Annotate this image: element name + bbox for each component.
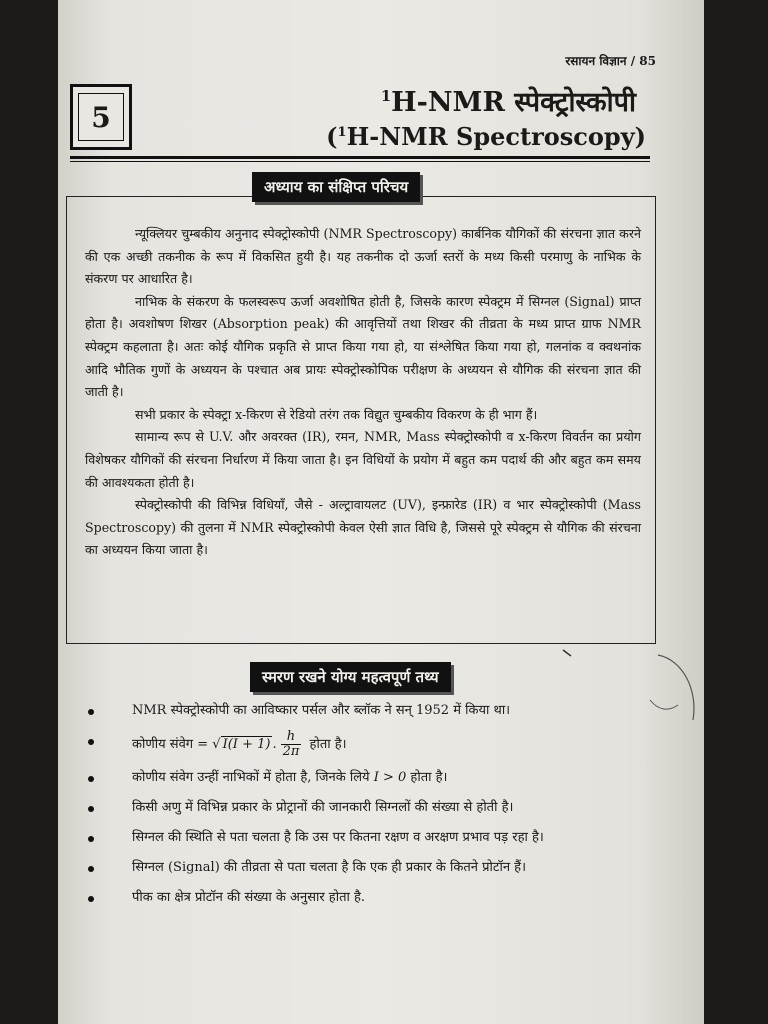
fact-text: कोणीय संवेग = xyxy=(132,737,209,752)
summary-paragraph: स्पेक्ट्रोस्कोपी की विभिन्न विधियाँ, जैसे - अल्ट्रावायलट (UV), इन्फ्रारेड (IR) व भार स्पेक्ट्रोस्कोपी (Mass Spectroscopy) की तुलना में NMR स्पेक्ट्रोस्कोपी केवल ऐसी ज्ञात विधि है, जिससे पूरे स्पेक्ट्रम से यौगिक की संरचना का अध्ययन किया जाता है। xyxy=(85,497,641,558)
list-item xyxy=(76,767,666,789)
bullet-icon xyxy=(88,866,94,872)
running-header: रसायन विज्ञान / 85 xyxy=(565,54,656,68)
title-hindi-text: H-NMR स्पेक्ट्रोस्कोपी xyxy=(391,87,636,118)
bullet-icon xyxy=(88,836,94,842)
book-page xyxy=(58,0,704,1024)
summary-paragraph: सभी प्रकार के स्पेक्ट्रा x-किरण से रेडियो तरंग तक विद्युत चुम्बकीय विकरण के ही भाग हैं। xyxy=(135,406,538,422)
summary-heading: अध्याय का संक्षिप्त परिचय xyxy=(252,172,420,202)
chapter-title-english xyxy=(326,122,646,151)
list-item xyxy=(76,827,666,849)
title-english-text: H-NMR Spectroscopy) xyxy=(346,122,646,151)
pen-stroke-icon xyxy=(563,650,571,656)
fact-text: सिग्नल (Signal) की तीव्रता से पता चलता है कि एक ही प्रकार के कितने प्रोटॉन हैं। xyxy=(132,860,527,875)
list-item xyxy=(76,887,666,909)
inline-math: I > 0 xyxy=(373,770,407,785)
summary-paragraph: सामान्य रूप से U.V. और अवरक्त (IR), रमन, NMR, Mass स्पेक्ट्रोस्कोपी व x-किरण विवर्तन का प्रयोग विशेषकर यौगिकों की संरचना निर्धारण में किया जाता है। इन विधियों के प्रयोग में बहुत कम पदार्थ की और बहुत कम समय की आवश्यकता होती है। xyxy=(85,429,641,490)
summary-paragraph: न्यूक्लियर चुम्बकीय अनुनाद स्पेक्ट्रोस्कोपी (NMR Spectroscopy) कार्बनिक यौगिकों की संरचना ज्ञात करने की एक अच्छी तकनीक के रूप में विकसित हुयी है। यह तकनीक दो ऊर्जा स्तरों के मध्य किसी परमाणु के नाभिक के संकरण पर आधारित है। xyxy=(85,226,641,287)
chapter-title-hindi xyxy=(381,82,636,119)
fact-text: किसी अणु में विभिन्न प्रकार के प्रोट्रानों की जानकारी सिग्नलों की संख्या से होती है। xyxy=(132,800,514,815)
fraction xyxy=(281,730,302,759)
title-english-superscript: 1 xyxy=(337,125,347,140)
title-rule-thick xyxy=(70,156,650,159)
bullet-icon xyxy=(88,709,94,715)
fraction-denominator: 2π xyxy=(282,744,300,759)
chapter-number-box xyxy=(70,84,132,150)
fact-text: पीक का क्षेत्र प्रोटॉन की संख्या के अनुसार होता है. xyxy=(132,890,366,905)
list-item xyxy=(76,857,666,879)
bullet-icon xyxy=(88,776,94,782)
multiply-dot: . xyxy=(272,737,277,752)
title-superscript: 1 xyxy=(380,87,392,105)
bullet-icon xyxy=(88,739,94,745)
title-rule-thin xyxy=(70,161,650,162)
chapter-number: 5 xyxy=(78,93,124,141)
summary-paragraph: नाभिक के संकरण के फलस्वरूप ऊर्जा अवशोषित होती है, जिसके कारण स्पेक्ट्रम में सिग्नल (Signal) प्राप्त होता है। अवशोषण शिखर (Absorption peak) की आवृत्तियों तथा शिखर की तीव्रता के मध्य प्राप्त ग्राफ NMR स्पेक्ट्रम कहलाता है। अतः कोई यौगिक प्रकृति से प्राप्त किया गया हो, या संश्लेषित किया गया हो, गलनांक व क्वथनांक आदि भौतिक गुणों के अध्ययन के पश्चात अब प्रायः स्पेक्ट्रोस्कोपिक परीक्षण के अध्ययन से यौगिक की संरचना ज्ञात की जाती है। xyxy=(85,293,641,400)
list-item xyxy=(76,730,666,759)
fraction-numerator: h xyxy=(281,730,302,745)
sqrt-expression: √ I(I + 1) xyxy=(212,737,271,752)
radicand: I(I + 1) xyxy=(222,737,271,752)
facts-list xyxy=(76,700,666,917)
title-english-paren: ( xyxy=(326,122,338,151)
fact-text-suffix: होता है। xyxy=(410,770,448,785)
fact-text: सिग्नल की स्थिति से पता चलता है कि उस पर कितना रक्षण व अरक्षण प्रभाव पड़ रहा है। xyxy=(132,830,544,845)
list-item xyxy=(76,700,666,722)
fact-text-suffix: होता है। xyxy=(309,737,347,752)
bullet-icon xyxy=(88,896,94,902)
summary-box xyxy=(66,196,656,644)
facts-heading: स्मरण रखने योग्य महत्वपूर्ण तथ्य xyxy=(250,662,451,692)
fact-text: NMR स्पेक्ट्रोस्कोपी का आविष्कार पर्सल और ब्लॉक ने सन् 1952 में किया था। xyxy=(132,703,511,718)
bullet-icon xyxy=(88,806,94,812)
fact-text: कोणीय संवेग उन्हीं नाभिकों में होता है, जिनके लिये xyxy=(132,770,370,785)
list-item xyxy=(76,797,666,819)
